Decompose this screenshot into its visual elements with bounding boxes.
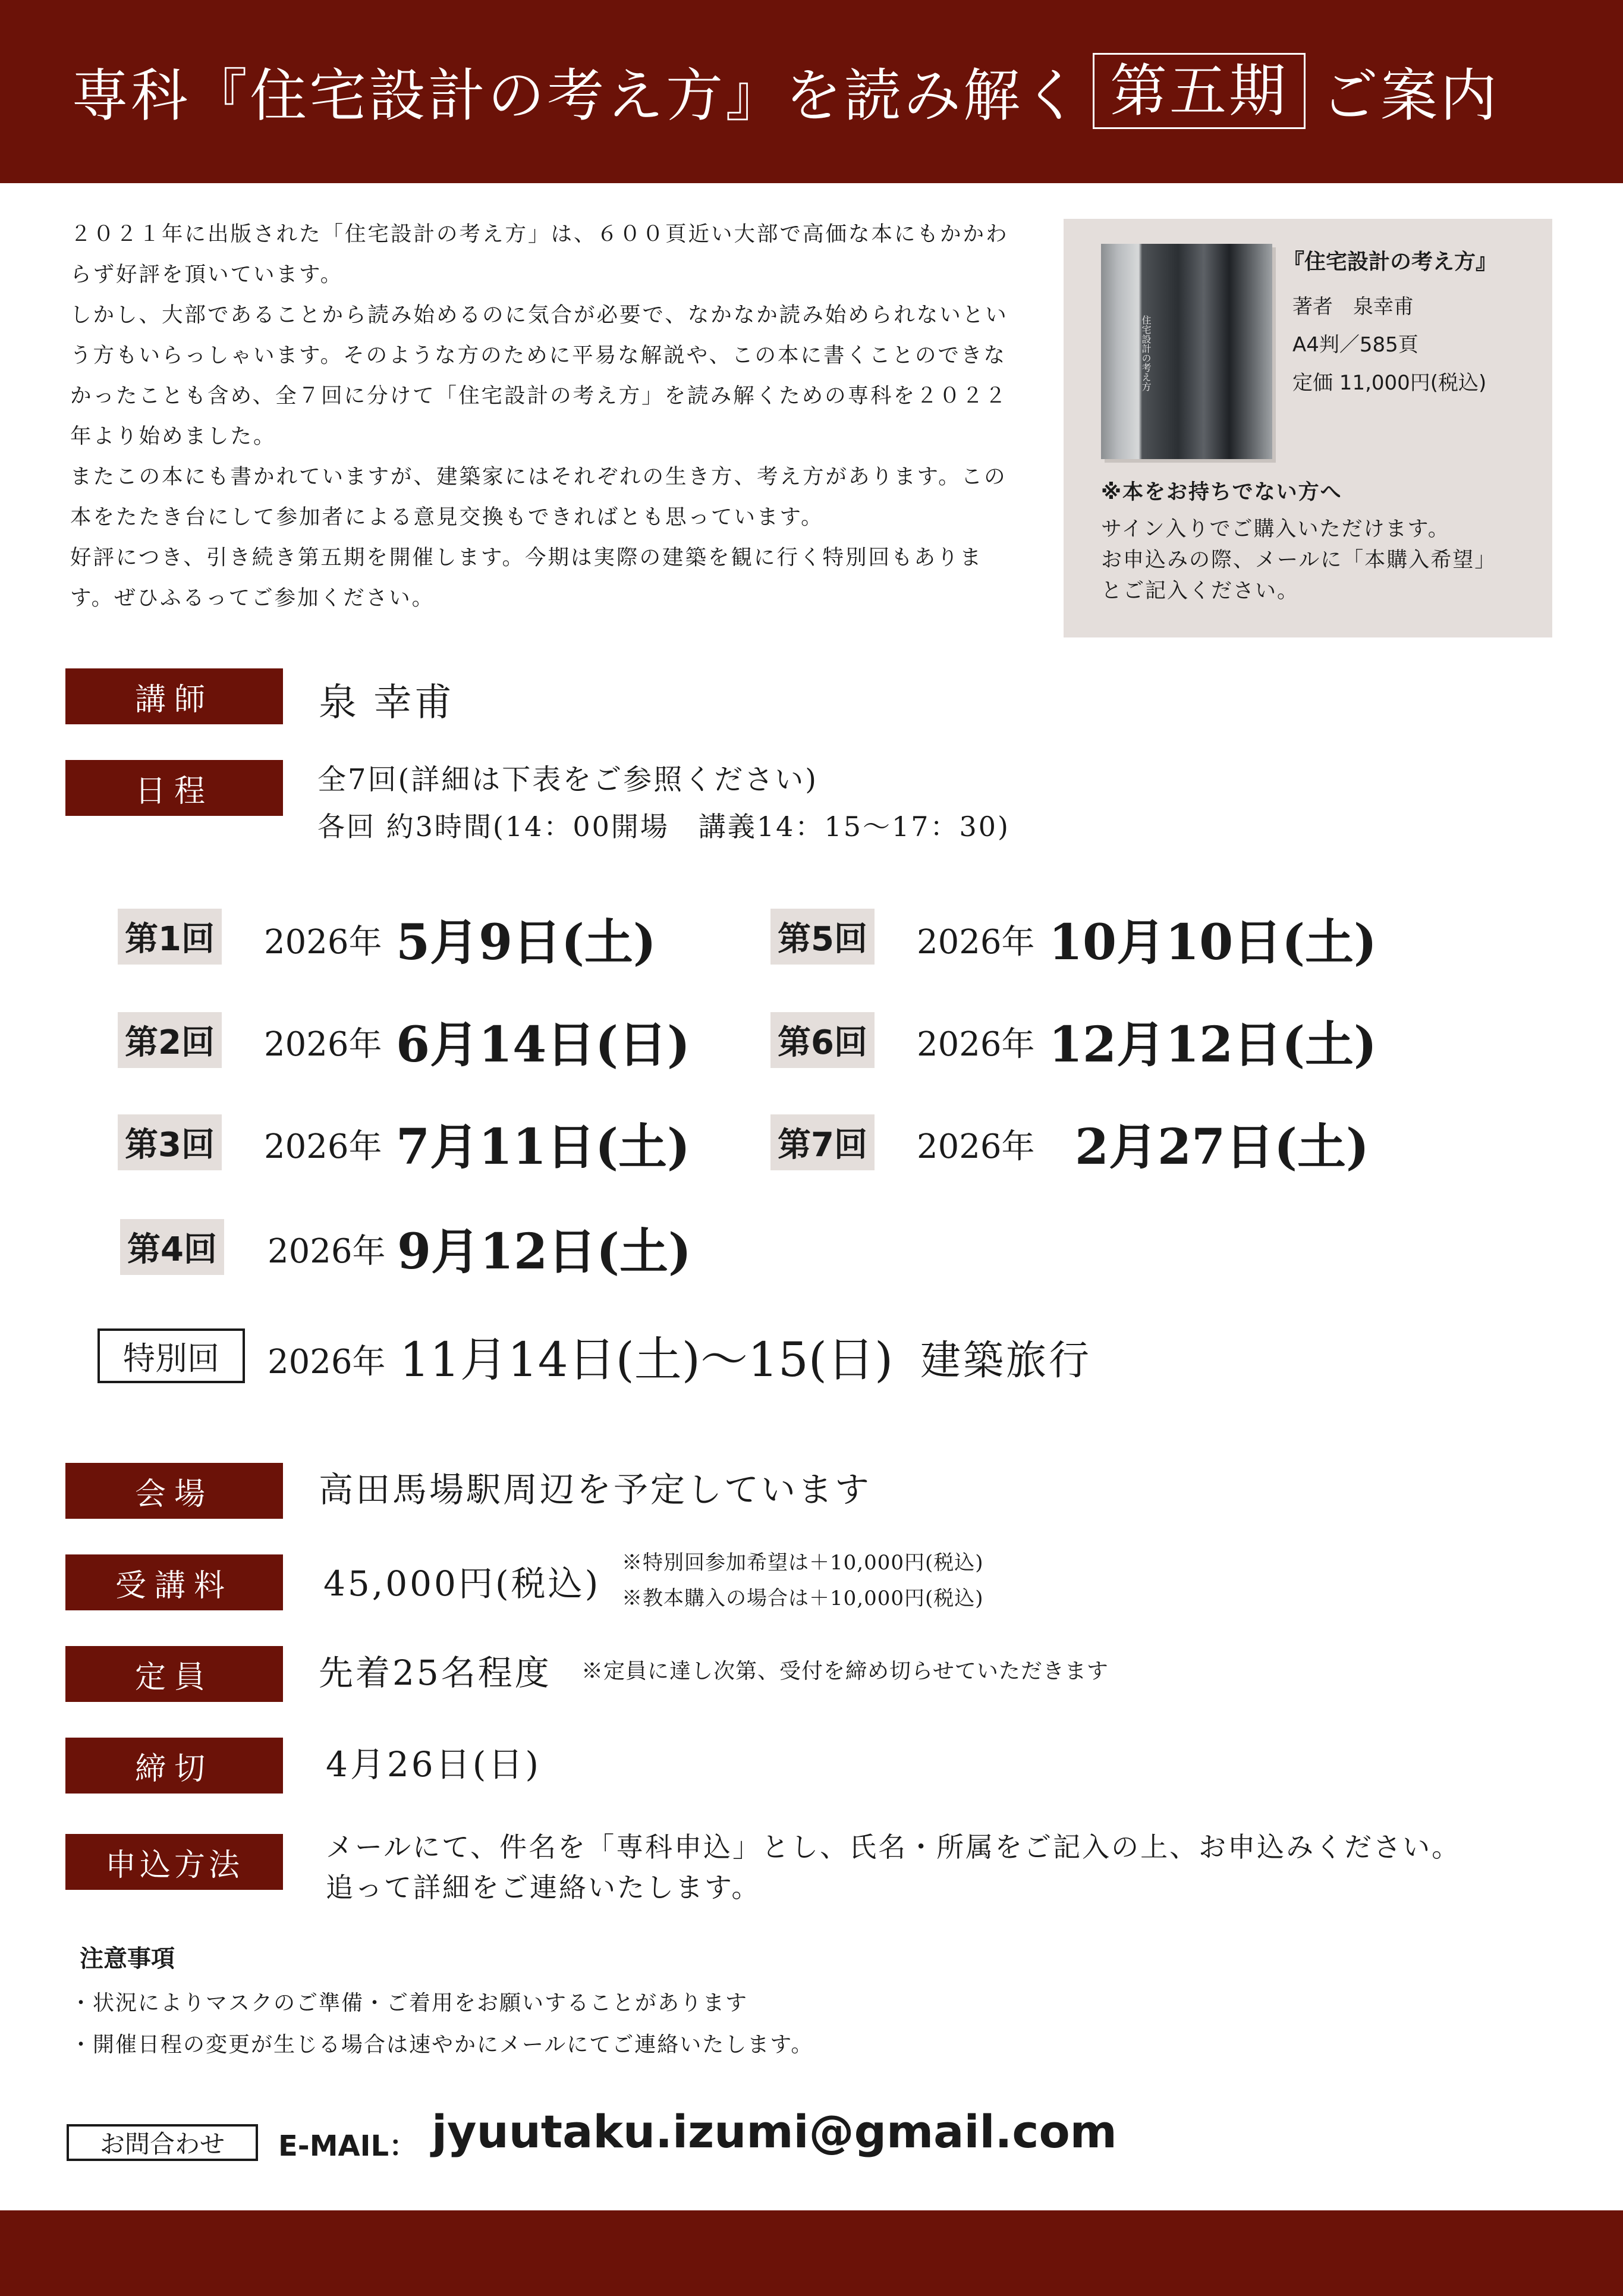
intro-paragraph: 好評につき、引き続き第五期を開催します。今期は実際の建築を観に行く特別回もあります。ぜひふるってご参加ください。 [70,545,983,610]
session-year: 2026年 [917,923,1035,962]
intro-text [70,214,1009,618]
intro-paragraph: またこの本にも書かれていますが、建築家にはそれぞれの生き方、考え方があります。この本をたたき台にして参加者による意見交換もできればとも思っています。 [70,464,1007,529]
deadline-value: 4月26日(日) [326,1744,541,1785]
book-note-title: ※本をお持ちでない方へ [1101,480,1342,504]
intro-paragraph: ２０２１年に出版された「住宅設計の考え方」は、６００頁近い大部で高価な本にもかかわらず好評を頂いています。 [70,222,1009,287]
session-label: 第5回 [770,909,875,965]
session-label: 第3回 [118,1114,222,1170]
notes-title: 注意事項 [80,1945,175,1973]
apply-followup: 追って詳細をご連絡いたします。 [326,1871,761,1904]
notes-item: ・開催日程の変更が生じる場合は速やかにメールにてご連絡いたします。 [70,2033,814,2057]
special-session-year: 2026年 [268,1343,386,1381]
book-note-line: サイン入りでご購入いただけます。 [1101,517,1450,541]
schedule-label: 日程 [65,760,283,816]
deadline-label: 締切 [65,1738,283,1794]
special-session-title: 建築旅行 [920,1337,1092,1384]
intro-paragraph: しかし、大部であることから読み始めるのに気合が必要で、なかなか読み始められないという方もいらっしゃいます。そのような方のために平易な解説や、この本に書くことのできなかったことも含め、全７回に分けて「住宅設計の考え方」を読み解くための専科を２０２２年より始めました。 [70,303,1008,448]
capacity-note: ※定員に達し次第、受付を締め切らせていただきます [581,1659,1109,1683]
special-session-date: 11月14日(土)〜15(日) [400,1332,894,1387]
book-author: 著者 泉幸甫 [1292,295,1414,319]
book-cover-image [1101,244,1272,459]
book-note-line: とご記入ください。 [1101,579,1300,603]
session-year: 2026年 [268,1232,386,1271]
session-year: 2026年 [264,923,382,962]
fee-label: 受講料 [65,1554,283,1610]
session-date: 6月14日(日) [396,1016,690,1073]
session-label: 第6回 [770,1012,875,1068]
page-title [71,52,1499,130]
contact-label: お問合わせ [67,2124,258,2161]
venue-value: 高田馬場駅周辺を予定しています [319,1469,872,1510]
venue-label: 会場 [65,1463,283,1519]
contact-email[interactable]: jyuutaku.izumi@gmail.com [432,2105,1117,2158]
schedule-summary: 全7回(詳細は下表をご参照ください) [317,763,818,796]
session-label: 第2回 [118,1012,222,1068]
session-year: 2026年 [917,1127,1035,1166]
title-term-badge: 第五期 [1093,53,1306,129]
session-date: 2月27日(土) [1075,1119,1369,1176]
special-session-label: 特別回 [97,1328,245,1383]
session-date: 12月12日(土) [1049,1016,1377,1073]
fee-note: ※教本購入の場合は＋10,000円(税込) [622,1587,984,1610]
lecturer-label: 講師 [65,668,283,724]
session-date: 10月10日(土) [1049,914,1377,971]
capacity-value: 先着25名程度 [319,1653,552,1693]
notes-item: ・状況によりマスクのご準備・ご着用をお願いすることがあります [70,1991,748,2015]
session-label: 第1回 [118,909,222,965]
session-label: 第4回 [120,1219,224,1275]
title-main: 専科『住宅設計の考え方』を読み解く [71,62,1082,129]
session-date: 9月12日(土) [397,1223,691,1280]
session-label: 第7回 [770,1114,875,1170]
book-note [1101,514,1496,607]
session-year: 2026年 [264,1025,382,1064]
email-label: E-MAIL： [278,2129,418,2163]
apply-instructions: メールにて、件名を「専科申込」とし、氏名・所属をご記入の上、お申込みください。 [326,1831,1461,1863]
capacity-label: 定員 [65,1646,283,1702]
book-cover-title: 住宅設計の考え方 [1140,315,1152,391]
book-format: A4判／585頁 [1292,333,1418,357]
lecturer-name: 泉 幸甫 [319,681,455,725]
schedule-time: 各回 約3時間(14：00開場 講義14：15〜17：30) [317,811,1010,843]
book-price: 定価 11,000円(税込) [1292,371,1487,395]
book-title: 『住宅設計の考え方』 [1283,250,1498,274]
session-date: 5月9日(土) [396,914,656,971]
session-year: 2026年 [917,1025,1035,1064]
footer-band [0,2210,1623,2296]
title-suffix: ご案内 [1321,62,1499,129]
fee-value: 45,000円(税込) [323,1563,601,1604]
session-date: 7月11日(土) [396,1119,690,1176]
session-year: 2026年 [264,1127,382,1166]
apply-label: 申込方法 [65,1834,283,1890]
book-note-line: お申込みの際、メールに「本購入希望」 [1101,548,1497,572]
fee-note: ※特別回参加希望は＋10,000円(税込) [622,1551,984,1575]
